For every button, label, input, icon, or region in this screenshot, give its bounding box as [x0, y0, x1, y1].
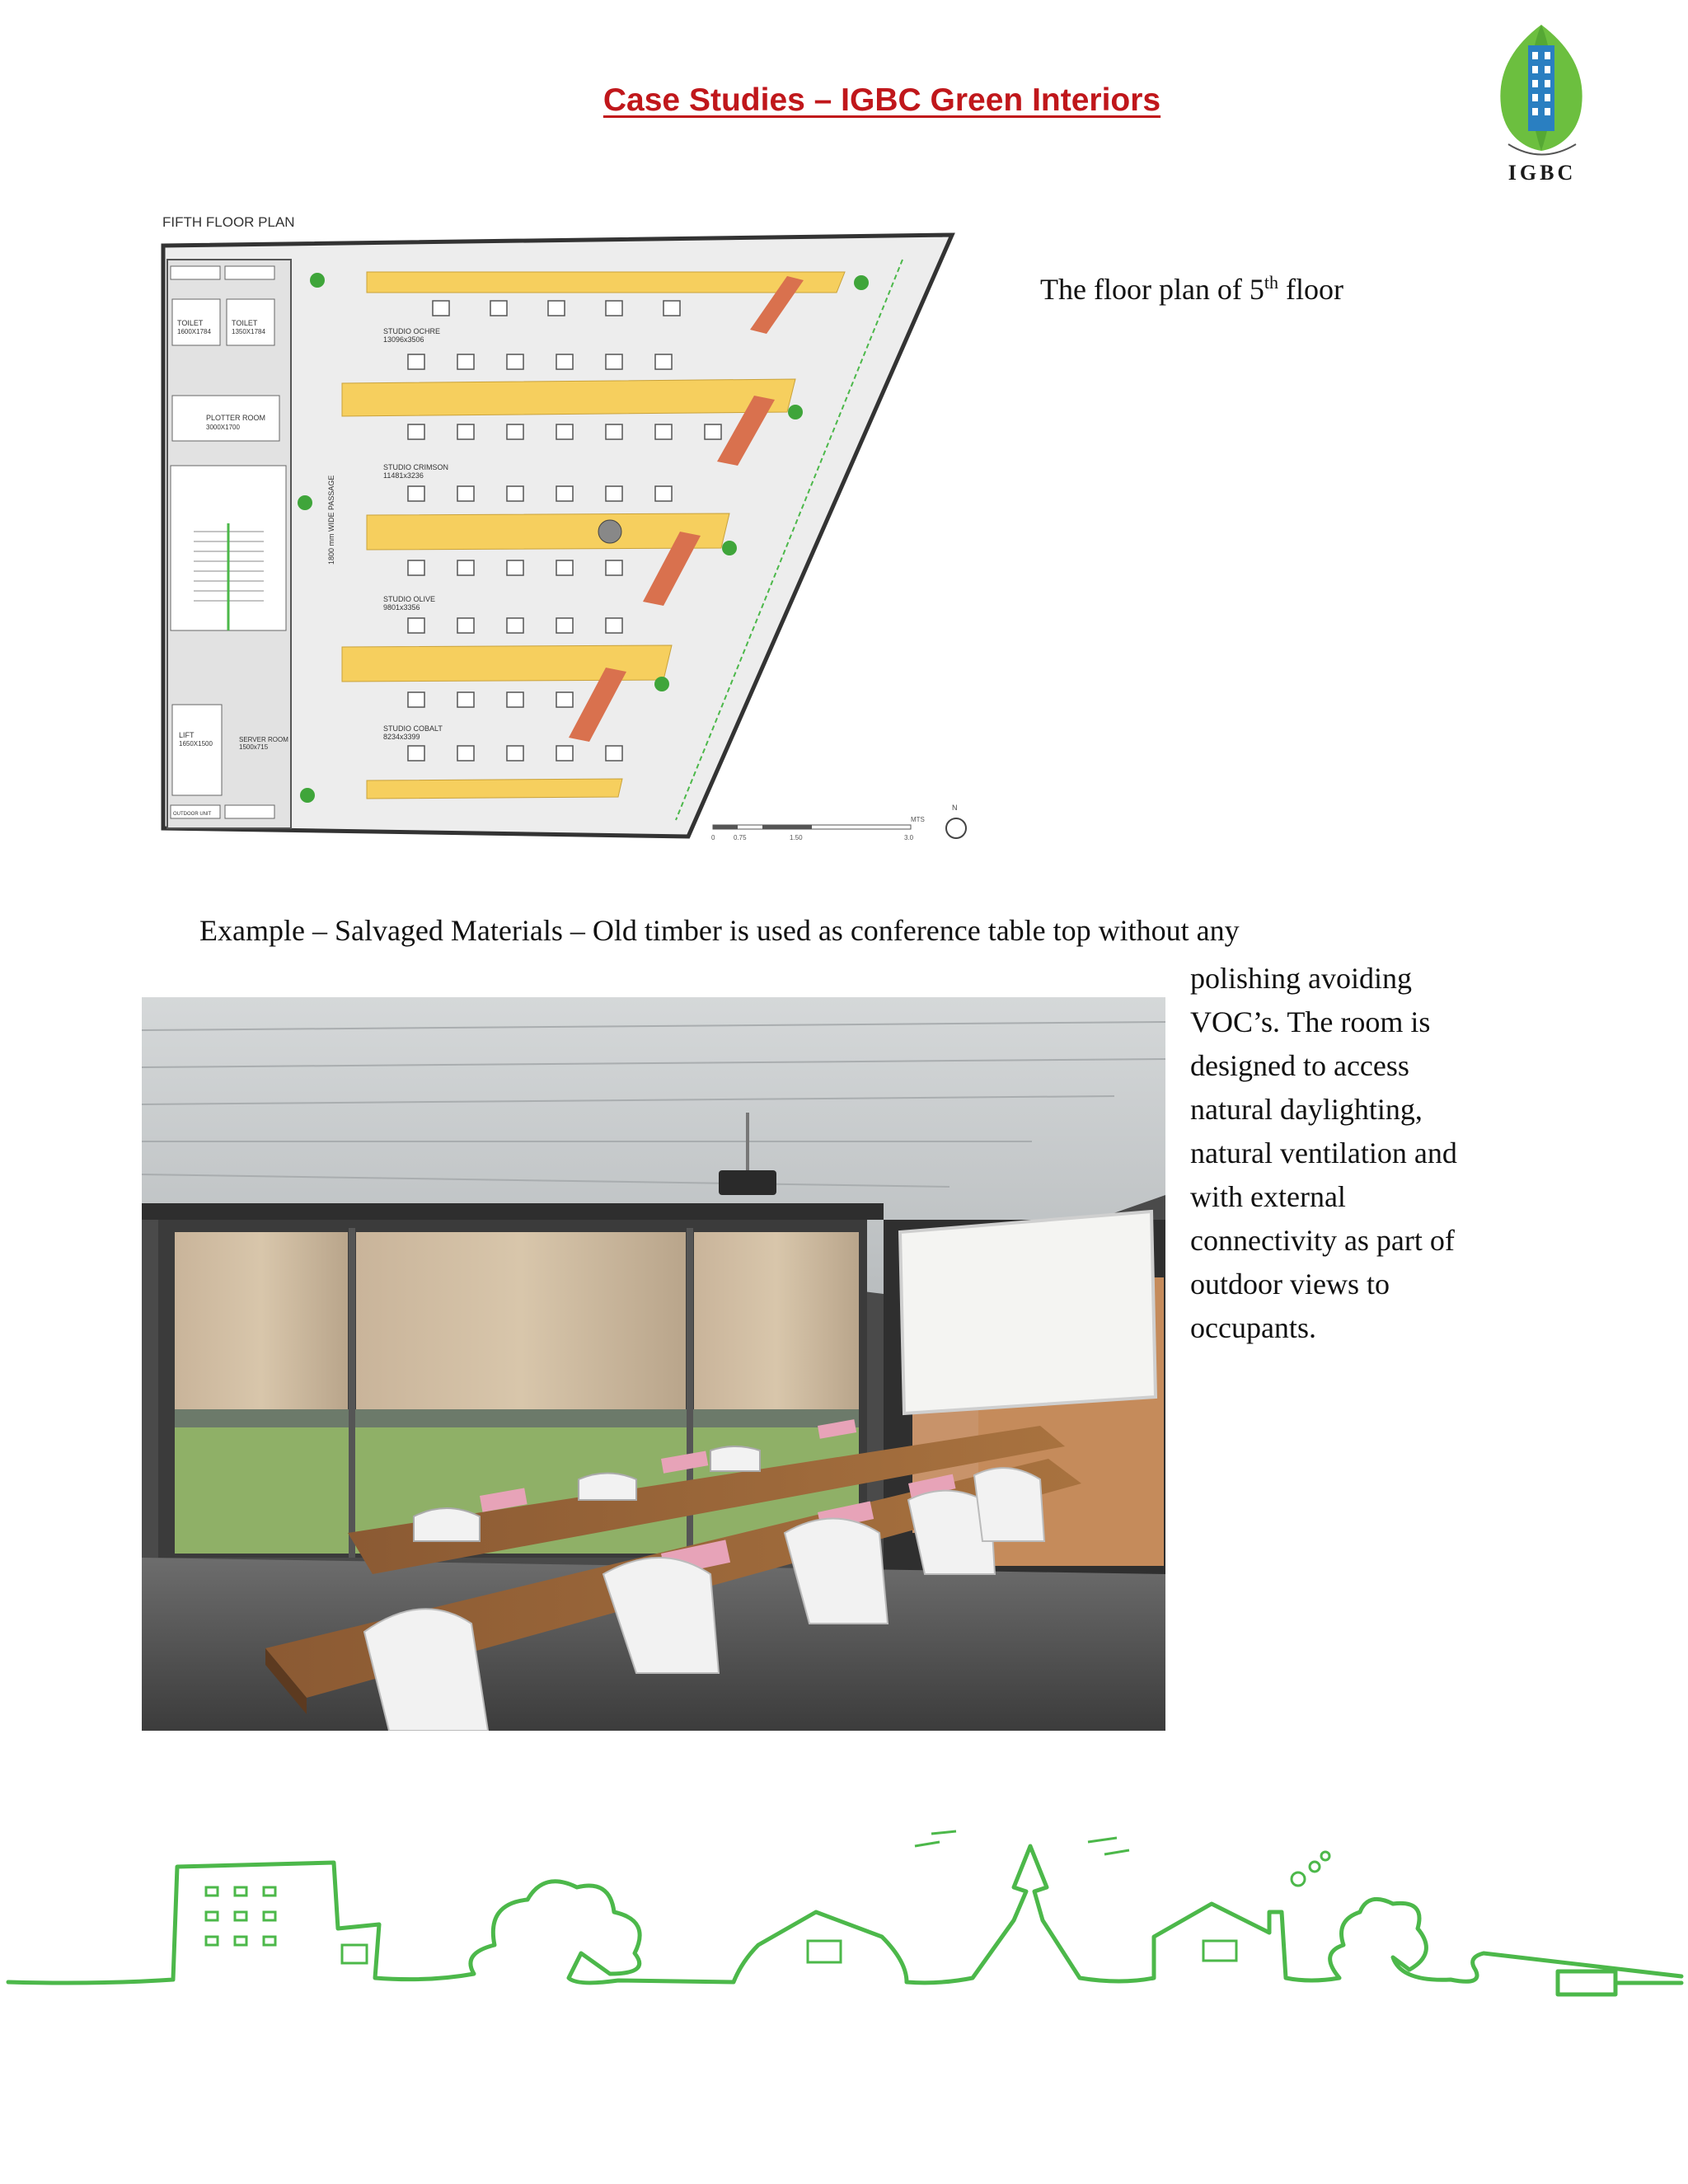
svg-text:LIFT: LIFT — [179, 731, 195, 739]
svg-text:3.0: 3.0 — [904, 834, 914, 841]
svg-text:8234x3399: 8234x3399 — [383, 733, 420, 741]
svg-text:1800 mm WIDE PASSAGE: 1800 mm WIDE PASSAGE — [327, 475, 335, 565]
floor-plan-caption: The floor plan of 5th floor — [1040, 272, 1344, 306]
svg-text:9801x3356: 9801x3356 — [383, 603, 420, 612]
svg-text:MTS: MTS — [911, 816, 925, 823]
svg-text:STUDIO CRIMSON: STUDIO CRIMSON — [383, 463, 449, 471]
svg-text:11481x3236: 11481x3236 — [383, 471, 424, 480]
svg-text:0: 0 — [711, 834, 715, 841]
svg-text:TOILET: TOILET — [177, 319, 204, 327]
svg-text:N: N — [952, 804, 958, 812]
page-title: Case Studies – IGBC Green Interiors — [603, 82, 1161, 118]
leaf-building-icon — [1492, 21, 1592, 161]
example-description: polishing avoiding VOC’s. The room is designed to access natural daylighting, natural ventilation and with external connectivity as part of outdoor views to occupants. — [1190, 962, 1457, 1344]
logo-text: IGBC — [1507, 161, 1577, 185]
svg-text:1600X1784: 1600X1784 — [177, 328, 211, 335]
svg-text:3000X1700: 3000X1700 — [206, 424, 240, 431]
svg-text:1650X1500: 1650X1500 — [179, 740, 213, 748]
igbc-logo — [1492, 21, 1592, 185]
svg-text:STUDIO OLIVE: STUDIO OLIVE — [383, 595, 436, 603]
svg-text:TOILET: TOILET — [232, 319, 258, 327]
svg-text:1500x715: 1500x715 — [239, 743, 269, 751]
svg-text:13096x3506: 13096x3506 — [383, 335, 424, 344]
svg-text:SERVER ROOM: SERVER ROOM — [239, 736, 288, 743]
svg-text:STUDIO COBALT: STUDIO COBALT — [383, 724, 443, 733]
footer-green-skyline-illustration — [0, 1821, 1688, 2027]
svg-text:STUDIO OCHRE: STUDIO OCHRE — [383, 327, 441, 335]
svg-text:1.50: 1.50 — [790, 834, 803, 841]
floor-plan-heading: FIFTH FLOOR PLAN — [162, 214, 295, 230]
svg-text:1350X1784: 1350X1784 — [232, 328, 265, 335]
example-heading: Example – Salvaged Materials – Old timber is used as conference table top without any — [199, 914, 1240, 947]
svg-text:0.75: 0.75 — [734, 834, 747, 841]
svg-text:PLOTTER ROOM: PLOTTER ROOM — [206, 414, 266, 422]
svg-text:OUTDOOR UNIT: OUTDOOR UNIT — [173, 812, 212, 817]
north-arrow-icon — [946, 818, 966, 838]
conference-room-photo — [142, 997, 1165, 1731]
fifth-floor-plan-drawing — [161, 210, 985, 849]
